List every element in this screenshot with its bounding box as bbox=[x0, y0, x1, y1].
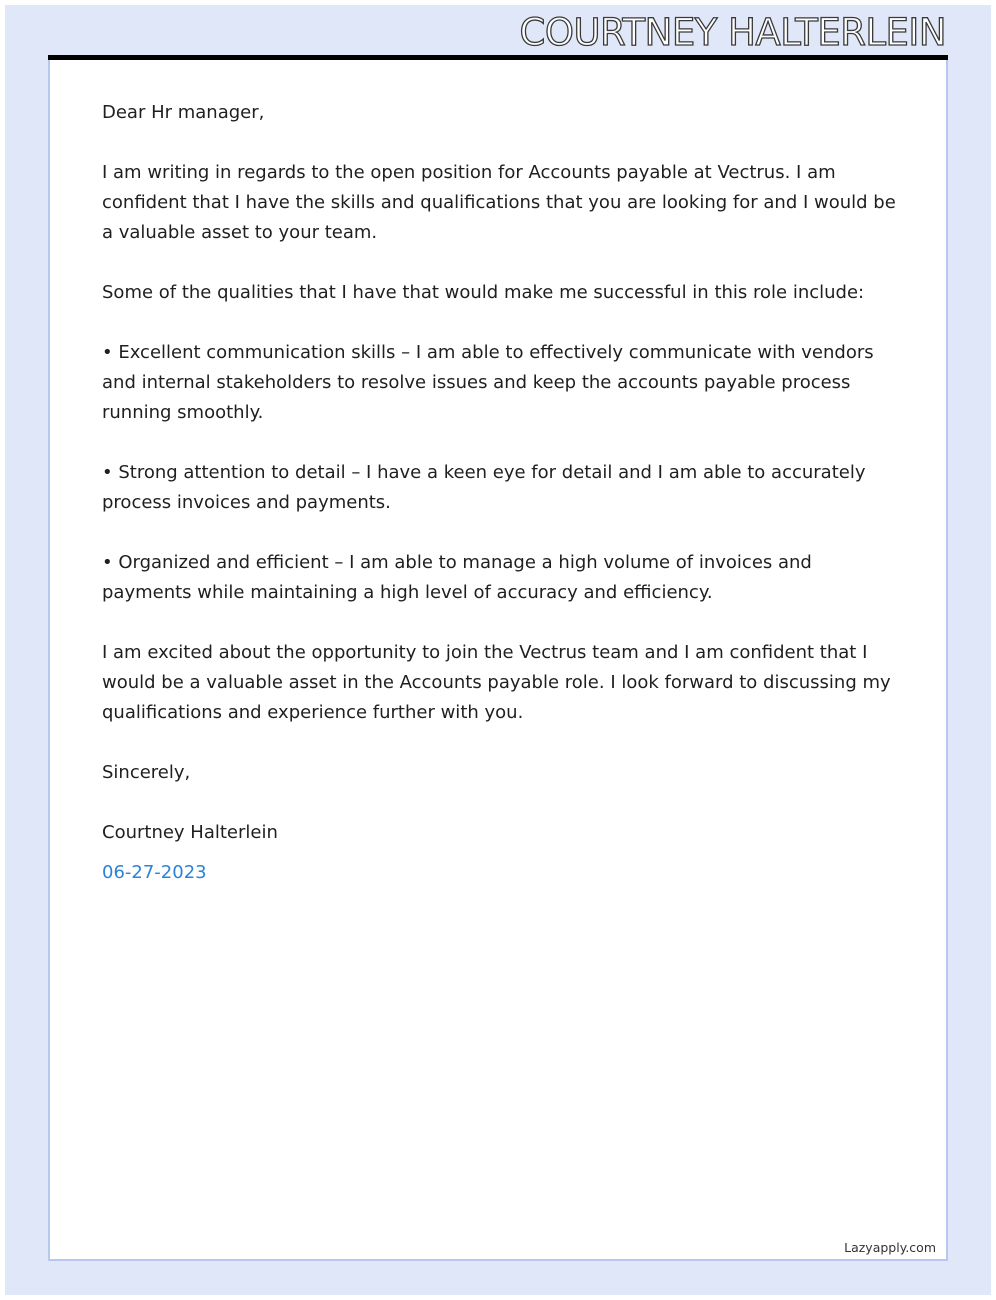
bullet-communication: • Excellent communication skills – I am able to effectively communicate with vendors and internal stakeholders to resolve issues and keep the accounts payable process running smoothly. bbox=[102, 342, 874, 423]
footer-brand-watermark: Lazyapply.com bbox=[844, 1240, 936, 1255]
signoff: Sincerely, bbox=[102, 762, 191, 783]
bullet-attention-to-detail: • Strong attention to detail – I have a keen eye for detail and I am able to accurately process invoices and payments. bbox=[102, 462, 866, 513]
closing-paragraph: I am excited about the opportunity to join the Vectrus team and I am confident that I would be a valuable asset in the Accounts payable role. I look forward to discussing my qualifications and experience further with you. bbox=[102, 642, 891, 723]
bullet-organized: • Organized and efficient – I am able to manage a high volume of invoices and payments while maintaining a high level of accuracy and efficiency. bbox=[102, 552, 812, 603]
signature-name: Courtney Halterlein bbox=[102, 822, 278, 843]
salutation: Dear Hr manager, bbox=[102, 102, 265, 123]
applicant-name-header: COURTNEY HALTERLEIN bbox=[519, 11, 946, 54]
letter-page bbox=[48, 60, 948, 1261]
letter-date: 06-27-2023 bbox=[102, 862, 207, 883]
qualities-lead-paragraph: Some of the qualities that I have that would make me successful in this role include: bbox=[102, 282, 865, 303]
intro-paragraph: I am writing in regards to the open position for Accounts payable at Vectrus. I am confident that I have the skills and qualifications that you are looking for and I would be a valuable asset to your team. bbox=[102, 162, 896, 243]
cover-letter-body bbox=[102, 98, 902, 888]
